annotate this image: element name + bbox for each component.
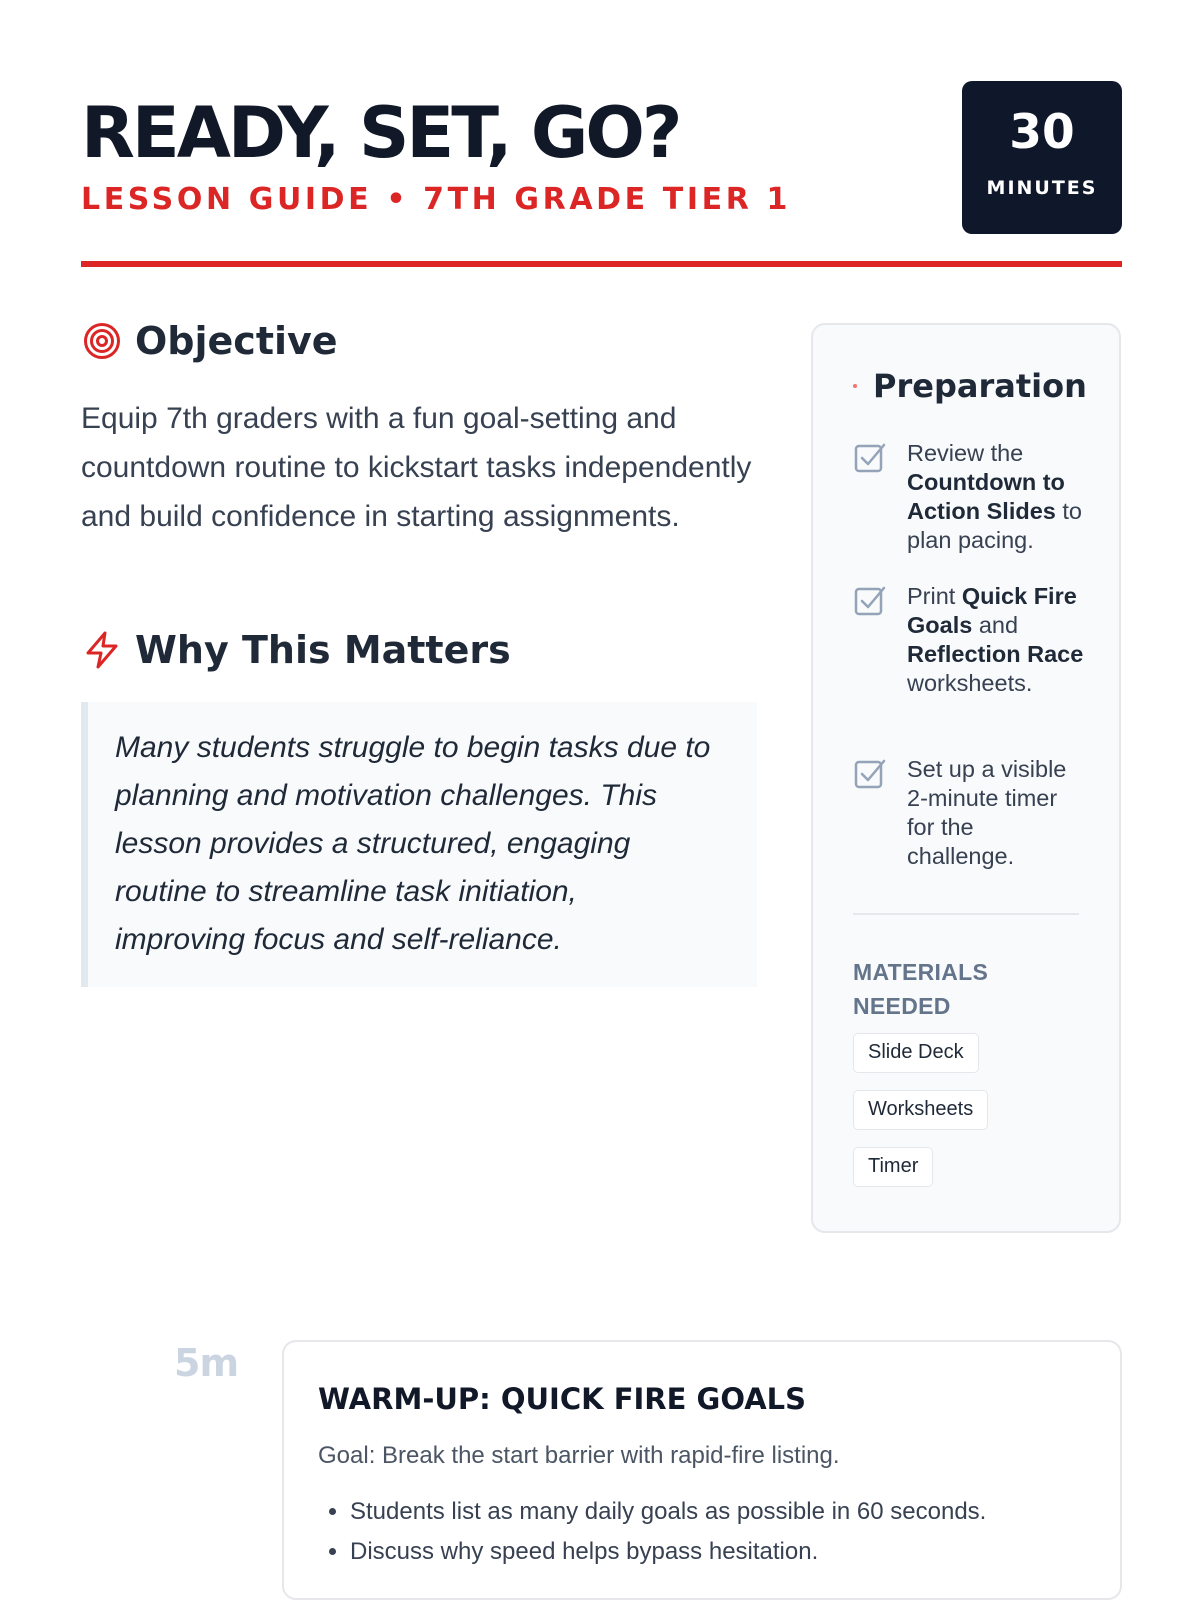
- why-quote: [81, 702, 757, 987]
- objective-text: Equip 7th graders with a fun goal-setting and countdown routine to kickstart tasks independently and build confidence in starting assignments.: [81, 402, 752, 533]
- why-quote-line: lesson provides a structured, engaging: [115, 827, 631, 860]
- preparation-heading: Preparation: [873, 367, 1087, 405]
- prep-item-text: Set up a visible 2-minute timer for the challenge.: [907, 756, 1067, 869]
- step-title: WARM-UP: QUICK FIRE GOALS: [318, 1382, 807, 1416]
- page-title: READY, SET, GO?: [81, 92, 680, 174]
- checkbox-icon[interactable]: [853, 584, 887, 618]
- duration-badge: [962, 81, 1122, 234]
- why-heading-row: [81, 628, 511, 672]
- why-quote-line: routine to streamline task initiation,: [115, 875, 577, 908]
- why-quote-line: Many students struggle to begin tasks due to: [115, 731, 711, 764]
- page-subtitle: LESSON GUIDE • 7TH GRADE TIER 1: [81, 182, 791, 217]
- prep-item: [853, 755, 1087, 871]
- preparation-heading-row: [853, 367, 1087, 405]
- target-icon: [81, 320, 123, 362]
- checkbox-icon[interactable]: [853, 757, 887, 791]
- prep-divider: [853, 913, 1079, 915]
- materials-label: MATERIALS NEEDED: [853, 959, 989, 1019]
- step-goal: Goal: Break the start barrier with rapid-fire listing.: [318, 1442, 840, 1469]
- checkbox-icon[interactable]: [853, 441, 887, 475]
- prep-item-text: Print Quick Fire Goals and Reflection Race worksheets.: [907, 583, 1084, 696]
- material-tag: Slide Deck: [853, 1033, 979, 1073]
- duration-value: 30: [1009, 105, 1075, 160]
- prep-item: [853, 439, 1087, 555]
- duration-unit: MINUTES: [986, 177, 1098, 199]
- objective-heading-row: [81, 319, 338, 363]
- preparation-card: [811, 323, 1121, 1233]
- prep-item-text: Review the Countdown to Action Slides to plan pacing.: [907, 440, 1083, 553]
- list-item: • Students list as many daily goals as possible in 60 seconds.: [350, 1492, 986, 1532]
- list-item: • Discuss why speed helps bypass hesitation.: [350, 1532, 986, 1572]
- lightning-icon: [81, 629, 123, 671]
- lesson-guide-page: [81, 0, 1122, 1600]
- timeline-step: [282, 1340, 1122, 1600]
- why-quote-line: planning and motivation challenges. This: [115, 779, 658, 812]
- material-tag: Timer: [853, 1147, 933, 1187]
- bullet-dot-icon: [853, 384, 857, 388]
- objective-heading: Objective: [135, 319, 338, 363]
- step-bullets: [318, 1492, 986, 1572]
- step-time: 5m: [174, 1341, 239, 1385]
- prep-item: [853, 582, 1087, 698]
- material-tag: Worksheets: [853, 1090, 988, 1130]
- header-divider: [81, 261, 1122, 267]
- why-quote-line: improving focus and self-reliance.: [115, 923, 562, 956]
- why-heading: Why This Matters: [135, 628, 511, 672]
